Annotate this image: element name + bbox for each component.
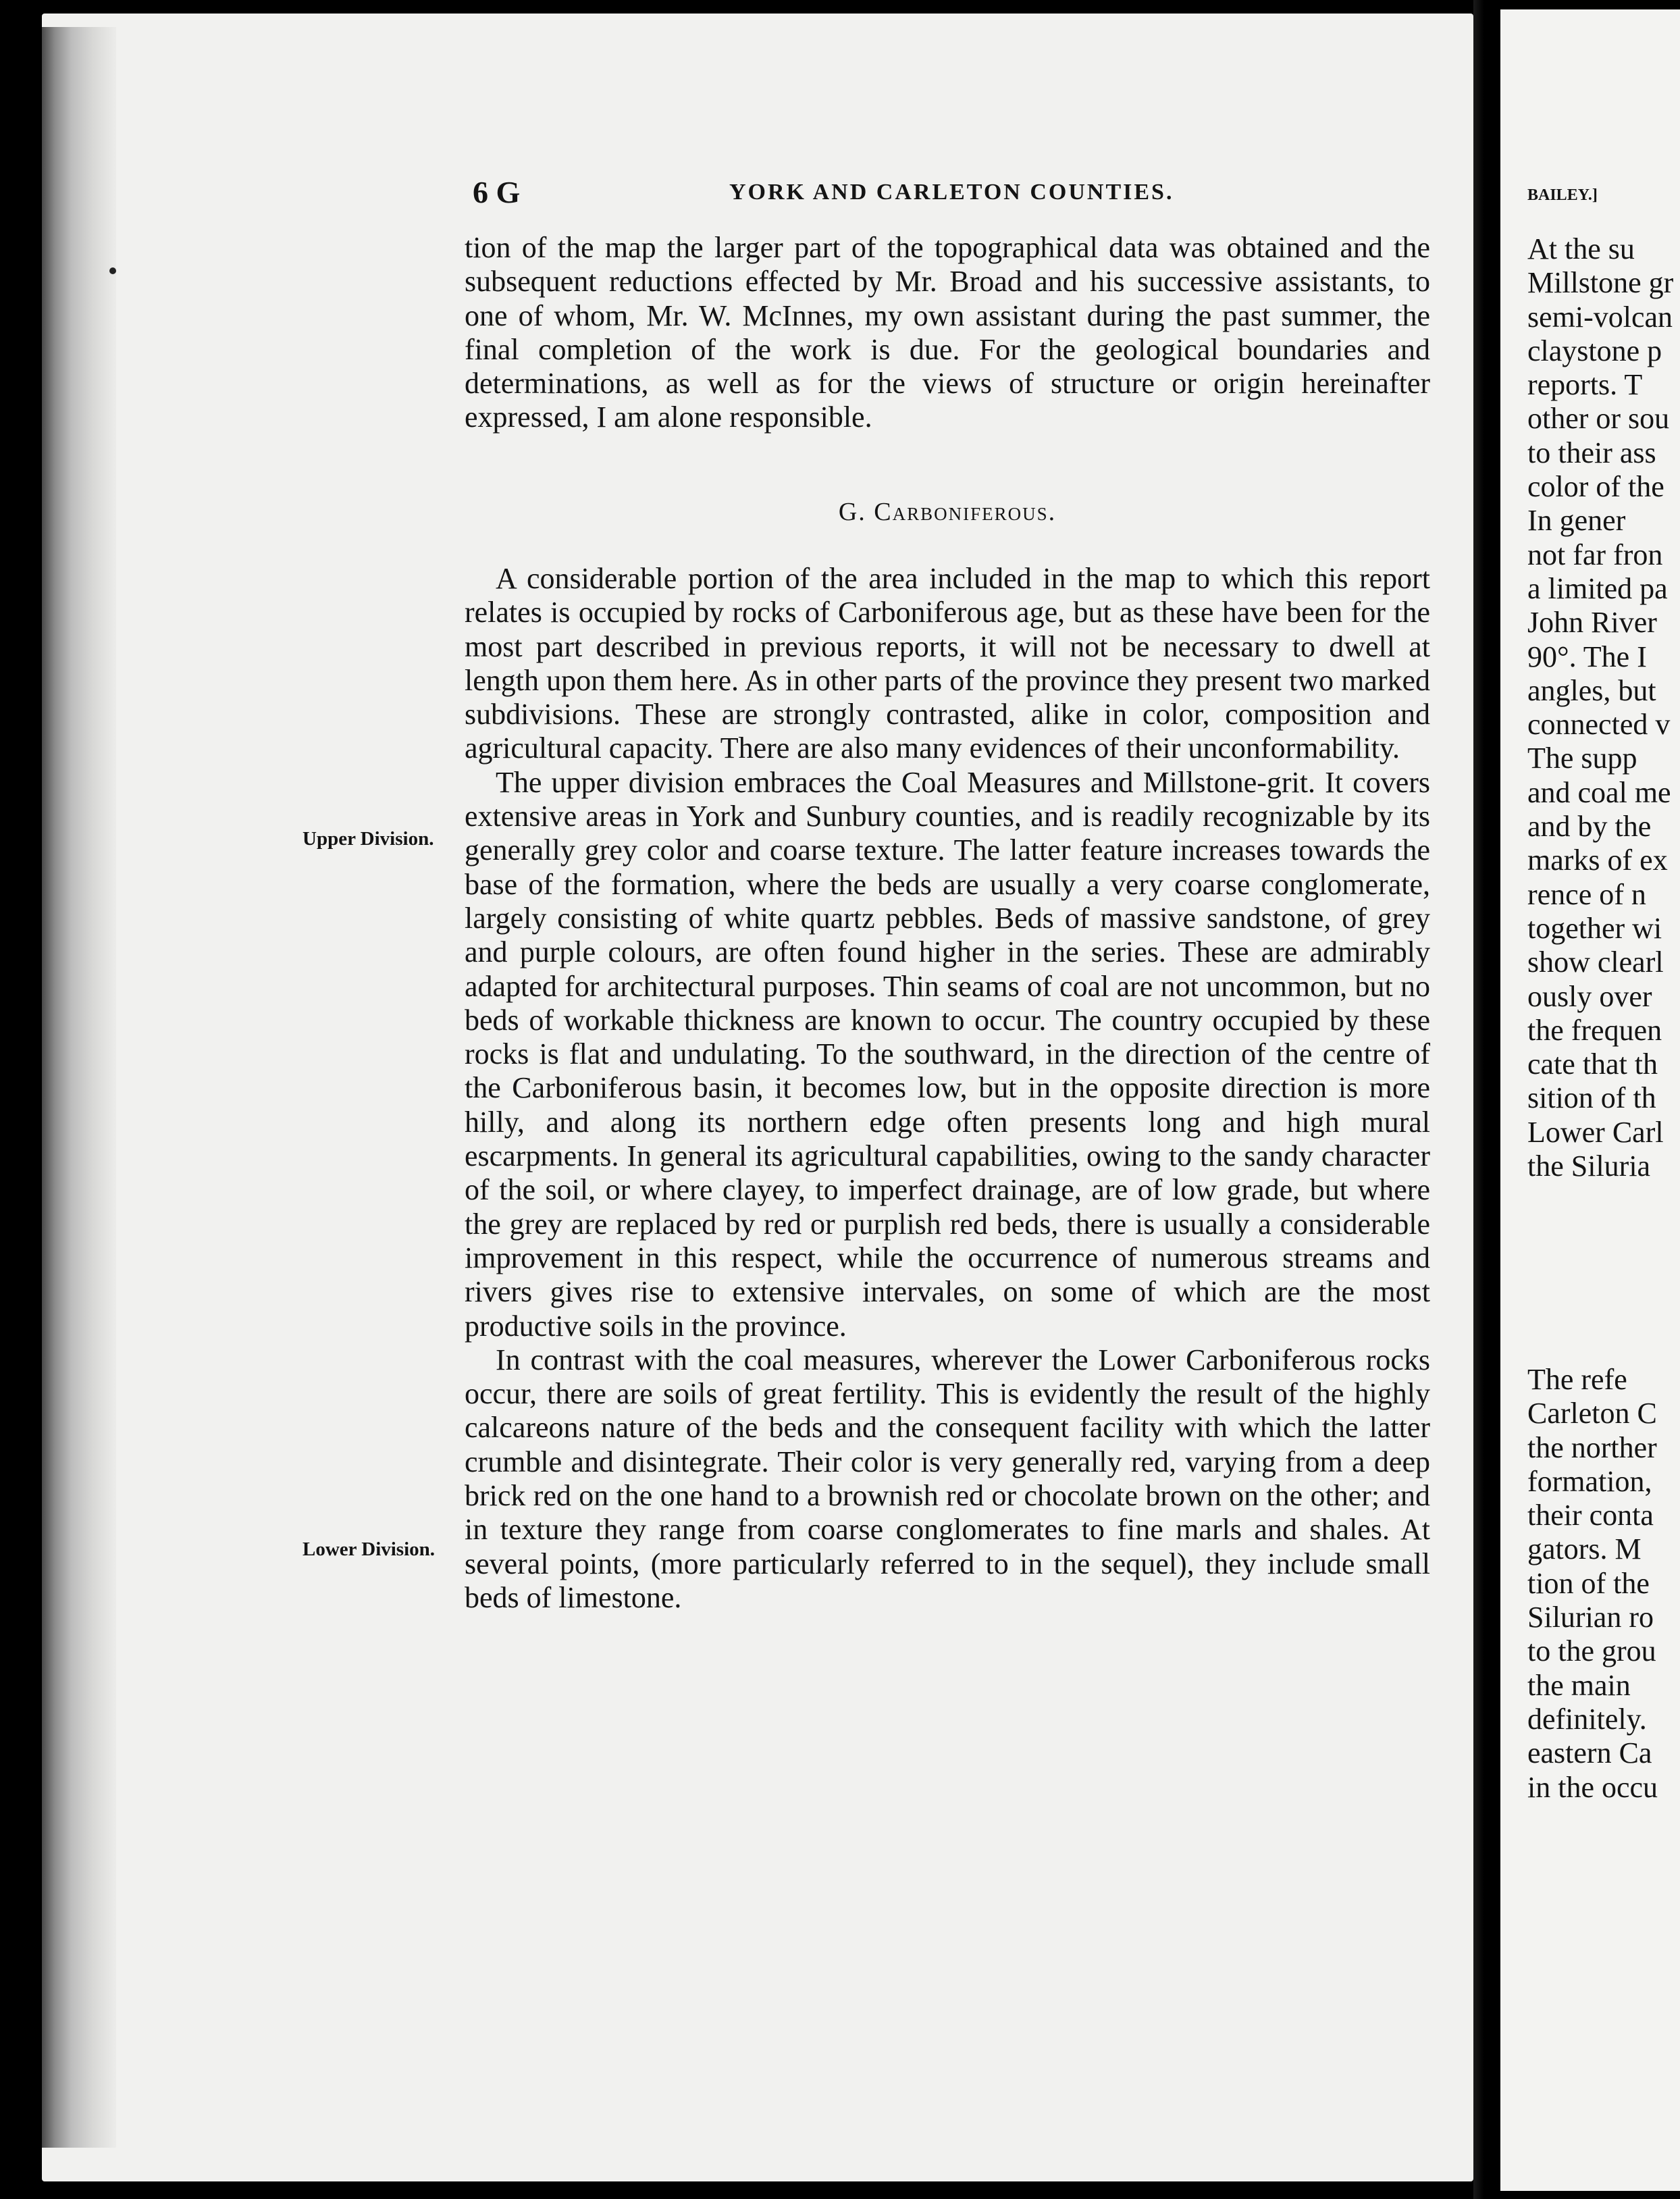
- right-page-line: the frequen: [1527, 1013, 1662, 1047]
- section-heading: G. Carboniferous.: [838, 498, 1057, 526]
- right-page-line: definitely.: [1527, 1702, 1647, 1736]
- right-page-line: semi-volcan: [1527, 300, 1673, 334]
- right-page-line: tion of the: [1527, 1566, 1650, 1600]
- right-page-line: and by the: [1527, 810, 1652, 844]
- page-edge-shading: [42, 27, 116, 2148]
- right-page-line: show clearl: [1527, 946, 1664, 979]
- right-page-line: connected v: [1527, 708, 1671, 742]
- right-page-line: to their ass: [1527, 436, 1656, 469]
- right-page-line: The refe: [1527, 1363, 1627, 1396]
- paragraph-carboniferous-intro: A considerable portion of the area included in the map to which this report relates is occupied by rocks of Carboniferous age, but as these have been for the most part described in previous reports, it will not be necessary to dwell at length upon them here. As in other parts of the province they present two marked subdivisions. These are strongly contrasted, alike in color, composition and agricultural capacity. There are also many evidences of their unconformability.: [465, 562, 1430, 765]
- right-page-line: sition of th: [1527, 1081, 1656, 1115]
- right-page-line: 90°. The I: [1527, 640, 1647, 673]
- right-page-line: the Siluria: [1527, 1149, 1651, 1183]
- page-header: [473, 174, 1432, 215]
- right-page-line: their conta: [1527, 1499, 1654, 1532]
- right-page-column-bottom: [1527, 1363, 1680, 1805]
- right-page-line: cate that th: [1527, 1047, 1658, 1081]
- right-page-line: rence of n: [1527, 877, 1646, 911]
- right-page-line: not far fron: [1527, 538, 1663, 571]
- side-note-upper-division: Upper Division.: [303, 828, 434, 850]
- right-page-line: Millstone gr: [1527, 266, 1674, 300]
- right-page-line: the main: [1527, 1668, 1631, 1702]
- side-note-lower-division: Lower Division.: [303, 1538, 436, 1560]
- right-page-line: Silurian ro: [1527, 1601, 1654, 1634]
- right-page-line: together wi: [1527, 911, 1662, 945]
- right-page-line: angles, but: [1527, 673, 1656, 707]
- right-page-line: formation,: [1527, 1464, 1652, 1498]
- right-page-line: eastern Ca: [1527, 1736, 1652, 1770]
- right-page-line: color of the: [1527, 470, 1664, 504]
- body-text: [465, 562, 1430, 1615]
- right-page-line: John River: [1527, 606, 1657, 640]
- right-page-line: The supp: [1527, 742, 1637, 775]
- right-page-line: reports. T: [1527, 368, 1643, 402]
- speck-mark: [109, 267, 116, 274]
- right-page-column-top: [1527, 232, 1680, 1183]
- intro-paragraph: tion of the map the larger part of the topographical data was obtained and the subsequent reductions effected by Mr. Broad and his successive assistants, to one of whom, Mr. W. McInnes, my own assistant during the past summer, the final completion of the work is due. For the geological boundaries and determinations, as well as for the views of structure or origin hereinafter expressed, I am alone responsible.: [465, 231, 1430, 434]
- right-page-line: other or sou: [1527, 402, 1670, 436]
- right-page-line: a limited pa: [1527, 571, 1668, 605]
- right-page-line: claystone p: [1527, 334, 1662, 367]
- right-page-line: the norther: [1527, 1430, 1657, 1464]
- right-page-line: gators. M: [1527, 1532, 1642, 1566]
- right-page-header: BAILEY.]: [1527, 186, 1598, 204]
- paragraph-lower-division: In contrast with the coal measures, wherever the Lower Carboniferous rocks occur, there are soils of great fertility. This is evidently the result of the highly calcareons nature of the beds and the consequent facility with which the latter crumble and disintegrate. Their color is very generally red, varying from a deep brick red on the one hand to a brownish red or chocolate brown on the other; and in texture they range from coarse conglomerates to fine marls and shales. At several points, (more particularly referred to in the sequel), they include small beds of limestone.: [465, 1343, 1430, 1614]
- right-page-line: ously over: [1527, 979, 1652, 1013]
- right-page-line: In gener: [1527, 504, 1626, 538]
- book-gutter: [1473, 0, 1500, 2199]
- page-number: 6 G: [473, 175, 521, 209]
- paragraph-upper-division: The upper division embraces the Coal Measures and Millstone-grit. It covers extensive areas in York and Sunbury counties, and is readily recognizable by its generally grey color and coarse texture. The latter feature increases towards the base of the formation, where the beds are usually a very coarse conglomerate, largely consisting of white quartz pebbles. Beds of massive sandstone, of grey and purple colours, are often found higher in the series. These are admirably adapted for architectural purposes. Thin seams of coal are not uncommon, but no beds of workable thickness are known to occur. The country occupied by these rocks is flat and undulating. To the southward, in the direction of the centre of the Carboniferous basin, it becomes low, but in the opposite direction is more hilly, and along its northern edge often presents long and high mural escarpments. In general its agricultural capabilities, owing to the sandy character of the soil, or where clayey, to imperfect drainage, are of low grade, but where the grey are replaced by red or purplish red beds, there is usually a considerable improvement in this respect, while the occurrence of numerous streams and rivers gives rise to extensive intervales, on some of which are the most productive soils in the province.: [465, 765, 1430, 1343]
- right-page-line: to the grou: [1527, 1634, 1656, 1668]
- right-page-line: and coal me: [1527, 775, 1671, 809]
- right-page-line: At the su: [1527, 232, 1635, 265]
- running-title: YORK AND CARLETON COUNTIES.: [729, 180, 1174, 205]
- intro-paragraph-block: [465, 231, 1430, 435]
- right-page-line: Lower Carl: [1527, 1115, 1664, 1149]
- right-page-line: Carleton C: [1527, 1397, 1657, 1430]
- right-page-line: in the occu: [1527, 1770, 1658, 1804]
- right-page-line: marks of ex: [1527, 844, 1668, 877]
